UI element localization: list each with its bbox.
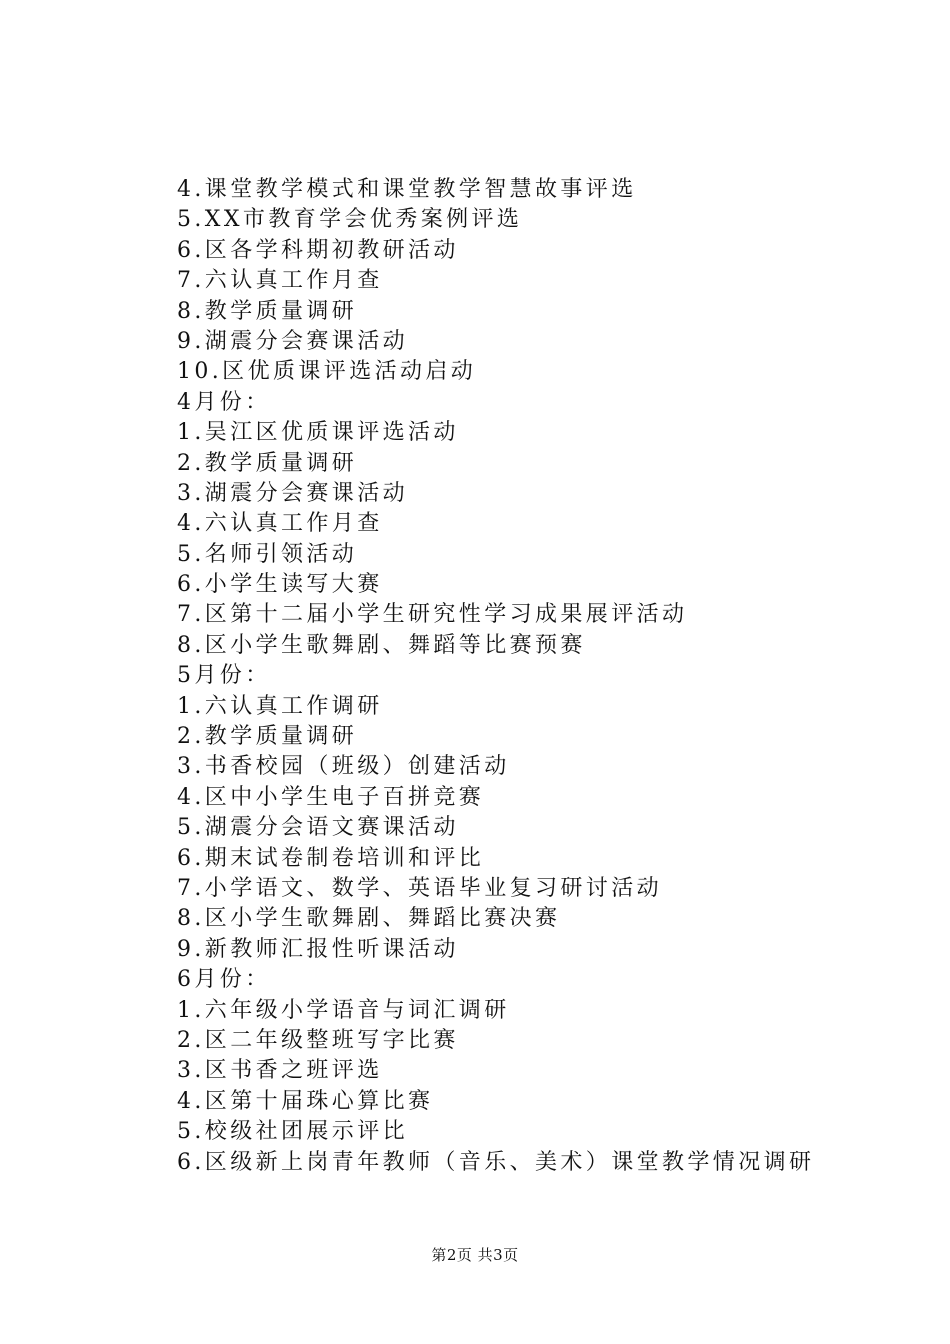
text-line: 10.区优质课评选活动启动 [177,359,477,385]
text-line: 2.区二年级整班写字比赛 [177,1027,459,1053]
text-line: 3.湖震分会赛课活动 [177,480,408,506]
text-line: 3.区书香之班评选 [177,1058,383,1084]
text-line: 3.书香校园（班级）创建活动 [177,754,510,780]
text-line: 1.六年级小学语音与词汇调研 [177,997,510,1023]
text-line: 8.区小学生歌舞剧、舞蹈等比赛预赛 [177,632,586,658]
text-line: 4.课堂教学模式和课堂教学智慧故事评选 [177,177,637,202]
text-line: 5.名师引领活动 [177,541,358,567]
month-heading: 4月份： [177,389,271,415]
text-line: 6.小学生读写大赛 [177,572,383,598]
text-line: 6.期末试卷制卷培训和评比 [177,845,485,871]
text-line: 7.区第十二届小学生研究性学习成果展评活动 [177,602,688,628]
month-heading: 6月份： [177,967,271,993]
document-body [177,175,897,1178]
text-line: 6.区级新上岗青年教师（音乐、美术）课堂教学情况调研 [177,1149,815,1175]
text-line: 5.湖震分会语文赛课活动 [177,815,459,841]
text-line: 4.区第十届珠心算比赛 [177,1088,434,1114]
text-line: 2.教学质量调研 [177,724,358,750]
text-line: 8.教学质量调研 [177,298,358,324]
text-line: 7.小学语文、数学、英语毕业复习研讨活动 [177,875,662,901]
text-line: 1.六认真工作调研 [177,693,383,719]
text-line: 6.区各学科期初教研活动 [177,237,459,263]
text-line: 8.区小学生歌舞剧、舞蹈比赛决赛 [177,906,561,932]
text-line: 5.校级社团展示评比 [177,1119,408,1145]
text-line: 2.教学质量调研 [177,450,358,476]
text-line: 9.湖震分会赛课活动 [177,328,408,354]
text-line: 4.六认真工作月查 [177,511,383,537]
text-line: 4.区中小学生电子百拼竞赛 [177,784,485,810]
text-line: 9.新教师汇报性听课活动 [177,936,459,962]
page-footer: 第2页 共3页 [431,1246,519,1264]
text-line: 5.XX市教育学会优秀案例评选 [177,207,523,233]
text-line: 7.六认真工作月查 [177,268,383,294]
month-heading: 5月份： [177,663,271,689]
text-line: 1.吴江区优质课评选活动 [177,420,459,446]
